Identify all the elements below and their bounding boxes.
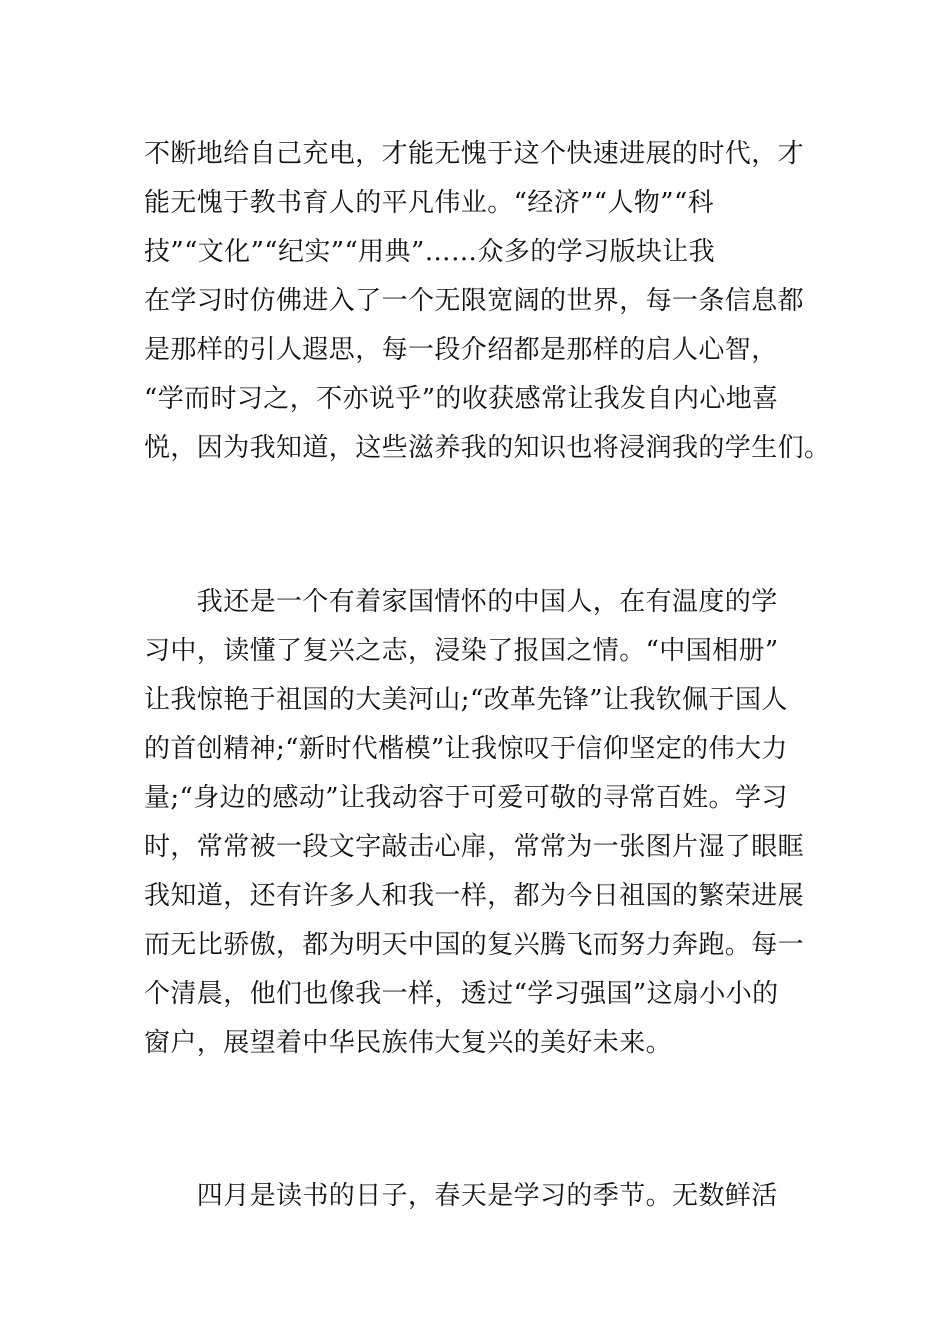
text-line: 我知道，还有许多人和我一样，都为今日祖国的繁荣进展 <box>144 881 805 911</box>
text-line: 的首创精神;“新时代楷模”让我惊叹于信仰坚定的伟大力 <box>144 734 788 764</box>
text-line: 让我惊艳于祖国的大美河山;“改革先锋”让我钦佩于国人 <box>144 685 788 715</box>
text-line: 习中，读懂了复兴之志，浸染了报国之情。“中国相册” <box>144 636 779 666</box>
text-line: 悦，因为我知道，这些滋养我的知识也将浸润我的学生们。 <box>144 433 831 463</box>
paragraph-2 <box>144 578 816 1068</box>
text-line: 是那样的引人遐思，每一段介绍都是那样的启人心智， <box>144 335 778 365</box>
text-line: 四月是读书的日子，春天是学习的季节。无数鲜活 <box>144 1181 778 1211</box>
text-line: 个清晨，他们也像我一样，透过“学习强国”这扇小小的 <box>144 979 779 1009</box>
text-line: 时，常常被一段文字敲击心扉，常常为一张图片湿了眼眶 <box>144 832 805 862</box>
text-line: 在学习时仿佛进入了一个无限宽阔的世界，每一条信息都 <box>144 286 805 316</box>
text-line: 技”“文化”“纪实”“用典”……众多的学习版块让我 <box>144 237 716 267</box>
text-line: 我还是一个有着家国情怀的中国人，在有温度的学 <box>144 587 778 617</box>
text-line: “学而时习之，不亦说乎”的收获感常让我发自内心地喜 <box>144 384 779 414</box>
paragraph-1 <box>144 130 831 473</box>
text-line: 窗户，展望着中华民族伟大复兴的美好未来。 <box>144 1028 673 1058</box>
text-line: 不断地给自己充电，才能无愧于这个快速进展的时代，才 <box>144 139 805 169</box>
paragraph-3 <box>144 1172 816 1221</box>
text-line: 量;“身边的感动”让我动容于可爱可敬的寻常百姓。学习 <box>144 783 788 813</box>
text-line: 能无愧于教书育人的平凡伟业。“经济”“人物”“科 <box>144 188 715 218</box>
text-line: 而无比骄傲，都为明天中国的复兴腾飞而努力奔跑。每一 <box>144 930 805 960</box>
